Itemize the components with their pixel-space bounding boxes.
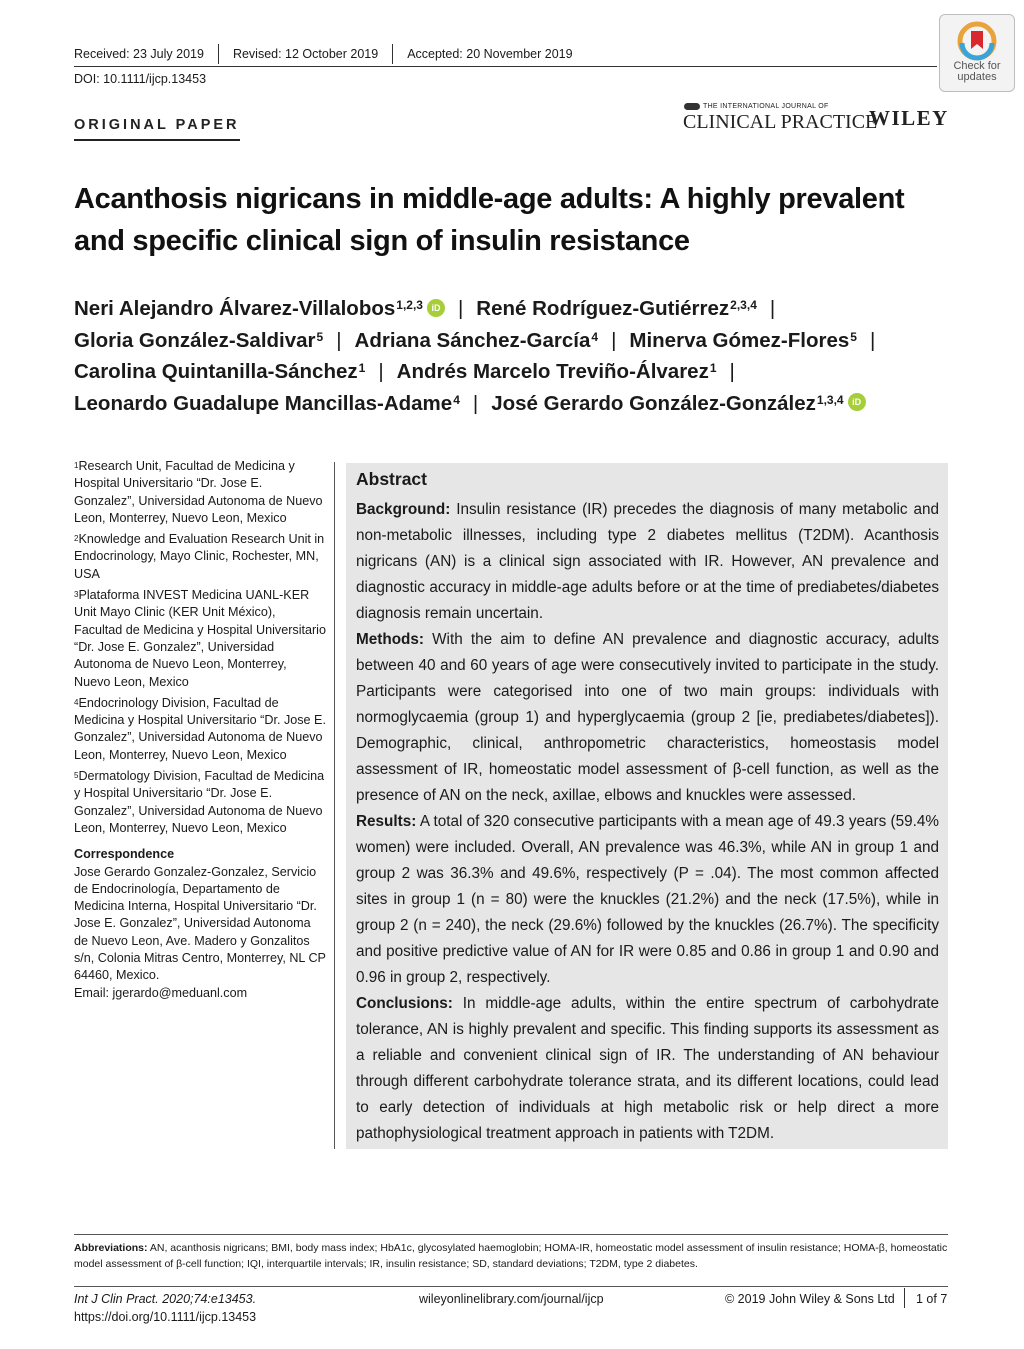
correspondence-heading: Correspondence [74, 847, 175, 862]
article-title: Acanthosis nigricans in middle-age adults: A highly prevalent and specific clinical sign of insulin resistance [74, 183, 905, 257]
abstract-results: Results: A total of 320 consecutive participants with a mean age of 49.3 years (59.4% women) were included. Overall, AN prevalence was 46.3%, while AN in group 1 and group 2 was 36.3% and 49.6%, respectively (P = .04). The most common affected sites in group 1 (n = 80) were the knuckles (21.2%) and the neck (17.5%), while in group 2 (n = 240), the neck (29.6%) followed by the knuckles (26.7%). The specificity and positive predictive value of AN for IR were 0.85 and 0.86 in group 1 and 0.90 and 0.96 in group 2, respectively. [356, 813, 939, 986]
crossmark-icon [957, 21, 997, 61]
author[interactable]: José Gerardo González-González$^{1,3,4}$ iD [491, 392, 865, 415]
citation-doi-link[interactable]: https://doi.org/10.1111/ijcp.13453 [74, 1310, 257, 1324]
affiliation: $^2$Knowledge and Evaluation Research Unit in Endocrinology, Mayo Clinic, Rochester, MN, USA [74, 532, 325, 581]
affiliation: $^3$Plataforma INVEST Medicina UANL-KER Unit Mayo Clinic (KER Unit México), Facultad de Medicina y Hospital Universitario “Dr. Jose E. Gonzalez”, Universidad Autonoma de Nuevo Leon, Monterrey, Nuevo Leon, Mexico [74, 588, 326, 689]
abstract-heading: Abstract [356, 469, 427, 489]
article-dates [74, 44, 937, 67]
author-list: Neri Alejandro Álvarez-Villalobos$^{1,2,3}$ iD | René Rodríguez-Gutiérrez$^{2,3,4}$ | Gloria González-Saldivar$^5$ | Adriana Sánchez-García$^4$ | Minerva Gómez-Flores$^5$ | Carolina Quintanilla-Sánchez$^1$ | Andrés Marcelo Treviño-Álvarez$^1$ | Leonardo Guadalupe Mancillas-Adame$^4$ | José Gerardo González-González$^{1,3,4}$ iD [74, 297, 876, 415]
abstract-methods: Methods: With the aim to define AN prevalence and diagnostic accuracy, adults between 40 and 60 years of age were consecutively invited to participate in the study. Participants were categorised into one of two main groups: individuals with normoglycaemia (group 1) and hyperglycaemia (group 2 [ie, prediabetes/diabetes]). Demographic, clinical, anthropometric characteristics, homeostasis model assessment of IR, homeostatic model assessment of β-cell function, as well as the presence of AN on the neck, axillae, elbows and knuckles were assessed. [356, 631, 940, 804]
check-for-updates-line1: Check for [953, 60, 1001, 72]
publisher-logo: WILEY [869, 106, 949, 130]
section-label: ORIGINAL PAPER [74, 115, 240, 141]
abstract-conclusions: Conclusions: In middle-age adults, within the entire spectrum of carbohydrate tolerance, AN is highly prevalent and specific. This finding supports its assessment as a reliable and convenient clinical sign of IR. The understanding of AN behaviour through different carbohydrate tolerance strata, and its different locations, could lead to early detection of individuals at high metabolic risk or help direct a more pathophysiological treatment approach in patients with T2DM. [356, 995, 939, 1142]
affiliation: $^1$Research Unit, Facultad de Medicina y Hospital Universitario “Dr. Jose E. Gonzalez”, Universidad Autonoma de Nuevo Leon, Monterrey, Nuevo Leon, Mexico [74, 459, 323, 525]
author[interactable]: Gloria González-Saldivar$^5$ [74, 328, 324, 352]
check-for-updates-line2: updates [957, 71, 997, 83]
author[interactable]: René Rodríguez-Gutiérrez$^{2,3,4}$ [476, 297, 757, 320]
author[interactable]: Andrés Marcelo Treviño-Álvarez$^1$ [396, 360, 717, 383]
orcid-icon[interactable]: iD [848, 393, 866, 411]
abbreviations-footnote: Abbreviations: AN, acanthosis nigricans; BMI, body mass index; HbA1c, glycosylated haemoglobin; HOMA-IR, homeostatic model assessment of insulin resistance; HOMA-β, homeostatic model assessment of β-cell function; IQI, interquartile intervals; IR, insulin resistance; SD, standard deviations; T2DM, type 2 diabetes. [74, 1242, 948, 1270]
correspondence-address: Jose Gerardo Gonzalez-Gonzalez, Servicio de Endocrinología, Departamento de Medicina Interna, Hospital Universitario “Dr. Jose E. Gonzalez”, Universidad Autonoma de Nuevo Leon, Ave. Madero y Gonzalitos s/n, Colonia Mitras Centro, Monterrey, NL CP 64460, Mexico. [74, 864, 326, 983]
journal-website-link[interactable]: wileyonlinelibrary.com/journal/ijcp [419, 1292, 604, 1306]
author[interactable]: Leonardo Guadalupe Mancillas-Adame$^4$ [74, 391, 460, 415]
received-date: Received: 23 July 2019 [74, 47, 204, 61]
footer-divider [74, 1286, 948, 1287]
journal-name: CLINICAL PRACTICE [683, 111, 878, 133]
affiliations-column [74, 458, 326, 1002]
check-for-updates-badge[interactable] [939, 14, 1015, 92]
revised-date: Revised: 12 October 2019 [232, 47, 379, 61]
footer-separator [904, 1288, 905, 1308]
abstract-box [346, 463, 948, 1149]
citation-text: Int J Clin Pract. 2020;74:e13453. [74, 1292, 257, 1306]
footnote-divider [74, 1234, 948, 1235]
column-divider [334, 462, 335, 1149]
affiliation: $^5$Dermatology Division, Facultad de Medicina y Hospital Universitario “Dr. Jose E. Gonzalez”, Universidad Autonoma de Nuevo Leon, Monterrey, Nuevo Leon, Mexico [74, 769, 325, 835]
abstract-background: Background: Insulin resistance (IR) precedes the diagnosis of many metabolic and non-metabolic illnesses, including type 2 diabetes mellitus (T2DM). Acanthosis nigricans (AN) is a clinical sign associated with IR. However, AN prevalence and diagnostic accuracy in middle-age adults before or at the time of prediabetes/diabetes diagnosis remain uncertain. [356, 501, 940, 622]
author[interactable]: Carolina Quintanilla-Sánchez$^1$ [74, 360, 366, 383]
accepted-date: Accepted: 20 November 2019 [407, 47, 573, 61]
correspondence-email[interactable]: Email: jgerardo@meduanl.com [74, 985, 248, 1000]
citation [74, 1290, 256, 1326]
doi: DOI: 10.1111/ijcp.13453 [74, 72, 207, 86]
affiliation: $^4$Endocrinology Division, Facultad de Medicina y Hospital Universitario “Dr. Jose E. Gonzalez”, Universidad Autonoma de Nuevo Leon, Monterrey, Nuevo Leon, Mexico [74, 695, 326, 762]
author[interactable]: Minerva Gómez-Flores$^5$ [629, 328, 857, 352]
author[interactable]: Neri Alejandro Álvarez-Villalobos$^{1,2,3}$ iD [74, 297, 445, 320]
page-number: 1 of 7 [916, 1292, 948, 1306]
journal-logo-icon [684, 103, 700, 110]
journal-name-small: THE INTERNATIONAL JOURNAL OF [684, 102, 829, 111]
orcid-icon[interactable]: iD [427, 299, 445, 317]
copyright: © 2019 John Wiley & Sons Ltd [725, 1292, 895, 1306]
author[interactable]: Adriana Sánchez-García$^4$ [354, 328, 599, 352]
